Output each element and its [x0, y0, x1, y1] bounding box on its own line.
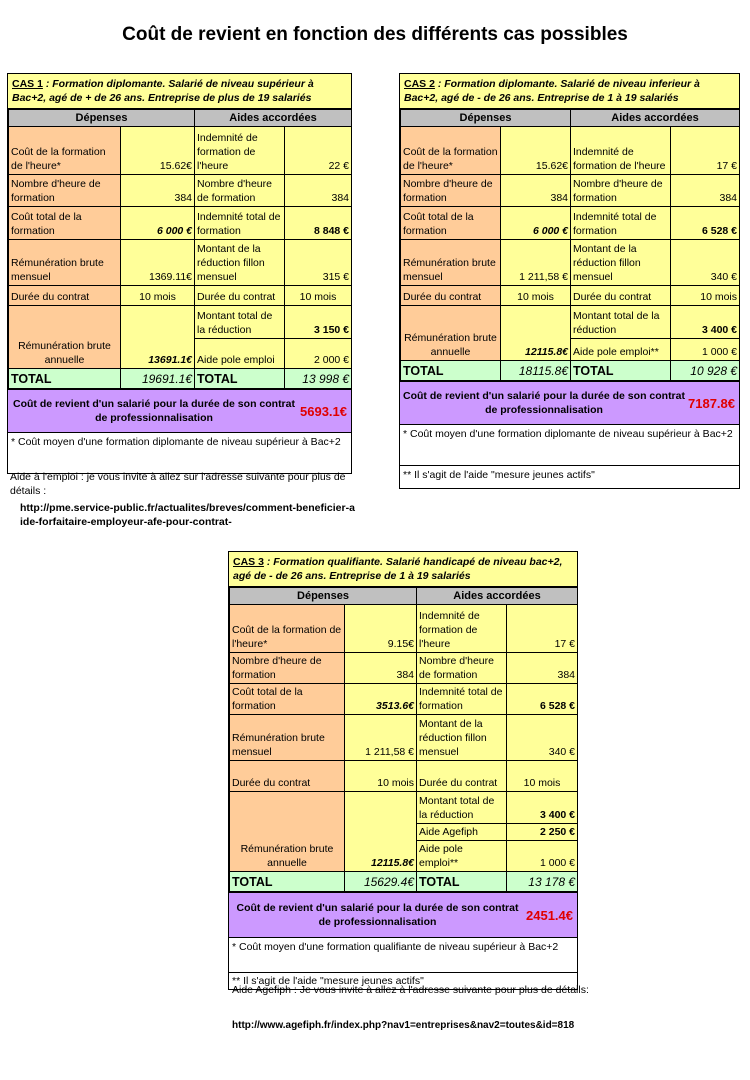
cas1-v4: 1369.11€: [121, 240, 195, 286]
aides-header: Aides accordées: [195, 110, 352, 127]
cas3-v5: 10 mois: [345, 761, 417, 792]
cas2-d6: Rémunération brute annuelle: [401, 306, 501, 361]
cas1-d4: Rémunération brute mensuel: [9, 240, 121, 286]
aide-emploi-text: Aide à l'emploi : je vous invite à allez sur l'adresse suivante pour plus de détails :: [10, 471, 346, 497]
cas1-w6: 3 150 €: [285, 306, 352, 339]
cas2-a7: Aide pole emploi**: [571, 339, 671, 361]
aide-agefiph-text: Aide Agefiph : Je vous invite à allez à l'adresse suivante pour plus de détails:: [232, 984, 589, 996]
cas3-a7: Aide Agefiph: [417, 824, 507, 841]
cas1-v3: 6 000 €: [121, 207, 195, 240]
cas3-w5: 10 mois: [507, 761, 578, 792]
cas2-a2: Nombre d'heure de formation: [571, 175, 671, 207]
cas2-v1: 15.62€: [501, 127, 571, 175]
cas1-cost-label: Coût de revient d'un salarié pour la durée de son contrat de professionnalisation: [13, 398, 295, 424]
cas3-a6: Montant total de la réduction: [417, 792, 507, 824]
cas1-a6: Montant total de la réduction: [195, 306, 285, 339]
cas2-table: [399, 73, 740, 489]
cas2-w2: 384: [671, 175, 740, 207]
cas3-total-label: TOTAL: [230, 872, 345, 892]
cas1-label: CAS 1: [12, 78, 43, 90]
cas3-d4: Rémunération brute mensuel: [230, 715, 345, 761]
aide-emploi-link[interactable]: http://pme.service-public.fr/actualites/breves/comment-beneficier-aide-forfaitaire-employeur-afe-pour-contrat-: [20, 502, 355, 528]
cas3-w3: 6 528 €: [507, 684, 578, 715]
cas3-d1: Coût de la formation de l'heure*: [230, 605, 345, 653]
cas1-note: * Coût moyen d'une formation diplomante de niveau supérieur à Bac+2: [8, 432, 351, 473]
cas2-w4: 340 €: [671, 240, 740, 286]
cas2-v5: 10 mois: [501, 286, 571, 306]
cas1-table: [7, 73, 352, 474]
cas3-desc: : Formation qualifiante. Salarié handicapé de niveau bac+2, agé de - de 26 ans. Entreprise de 1 à 19 salariés: [233, 556, 563, 582]
cas2-note2: ** Il s'agit de l'aide "mesure jeunes actifs": [400, 465, 739, 488]
cas1-a2: Nombre d'heure de formation: [195, 175, 285, 207]
cas2-w3: 6 528 €: [671, 207, 740, 240]
cas3-a3: Indemnité total de formation: [417, 684, 507, 715]
cas2-label: CAS 2: [404, 78, 435, 90]
cas1-cost-row: [8, 389, 351, 432]
cas2-a4: Montant de la réduction fillon mensuel: [571, 240, 671, 286]
cas1-header: [8, 74, 351, 109]
cas3-v3: 3513.6€: [345, 684, 417, 715]
cas2-header: [400, 74, 739, 109]
cas2-total-label: TOTAL: [401, 361, 501, 381]
cas1-a1: Indemnité de formation de l'heure: [195, 127, 285, 175]
cas3-d3: Coût total de la formation: [230, 684, 345, 715]
cas1-a5: Durée du contrat: [195, 286, 285, 306]
cas2-d4: Rémunération brute mensuel: [401, 240, 501, 286]
cas3-v4: 1 211,58 €: [345, 715, 417, 761]
cas2-v6: 12115.8€: [501, 306, 571, 361]
cas1-a7: Aide pole emploi: [195, 339, 285, 369]
cas2-w5: 10 mois: [671, 286, 740, 306]
cas2-w6: 3 400 €: [671, 306, 740, 339]
cas1-d5: Durée du contrat: [9, 286, 121, 306]
cas3-w4: 340 €: [507, 715, 578, 761]
cas1-d6: Rémunération brute annuelle: [9, 306, 121, 369]
cas3-a5: Durée du contrat: [417, 761, 507, 792]
cas3-v2: 384: [345, 653, 417, 684]
cas1-w5: 10 mois: [285, 286, 352, 306]
cas2-note: * Coût moyen d'une formation diplomante de niveau supérieur à Bac+2: [400, 424, 739, 465]
cas2-cost-value: 7187.8€: [688, 395, 735, 411]
cas1-v1: 15.62€: [121, 127, 195, 175]
cas3-w6: 3 400 €: [507, 792, 578, 824]
cas3-total-aid: 13 178 €: [507, 872, 578, 892]
cas1-v5: 10 mois: [121, 286, 195, 306]
cas3-d6: Rémunération brute annuelle: [230, 792, 345, 872]
cas2-total-label-aid: TOTAL: [571, 361, 671, 381]
cas2-v3: 6 000 €: [501, 207, 571, 240]
cas3-cost-row: [229, 892, 577, 937]
cas3-note2: ** Il s'agit de l'aide "mesure jeunes actifs": [229, 972, 577, 989]
cas3-note: * Coût moyen d'une formation qualifiante de niveau supérieur à Bac+2: [229, 937, 577, 972]
page-title: Coût de revient en fonction des différents cas possibles: [122, 24, 628, 45]
cas3-total-dep: 15629.4€: [345, 872, 417, 892]
cas1-desc: : Formation diplomante. Salarié de niveau supérieur à Bac+2, agé de + de 26 ans. Entreprise de plus de 19 salariés: [12, 78, 314, 104]
cas2-d3: Coût total de la formation: [401, 207, 501, 240]
cas3-d5: Durée du contrat: [230, 761, 345, 792]
cas2-d2: Nombre d'heure de formation: [401, 175, 501, 207]
depenses-header: Dépenses: [401, 110, 571, 127]
cas3-w2: 384: [507, 653, 578, 684]
cas1-d3: Coût total de la formation: [9, 207, 121, 240]
cas2-a1: Indemnité de formation de l'heure: [571, 127, 671, 175]
cas2-w7: 1 000 €: [671, 339, 740, 361]
cas3-w7: 2 250 €: [507, 824, 578, 841]
cas1-d2: Nombre d'heure de formation: [9, 175, 121, 207]
depenses-header: Dépenses: [230, 588, 417, 605]
cas3-v6: 12115.8€: [345, 792, 417, 872]
cas2-cost-row: [400, 381, 739, 424]
cas2-v2: 384: [501, 175, 571, 207]
cas1-v2: 384: [121, 175, 195, 207]
cas1-a4: Montant de la réduction fillon mensuel: [195, 240, 285, 286]
cas2-d5: Durée du contrat: [401, 286, 501, 306]
cas2-a5: Durée du contrat: [571, 286, 671, 306]
cas1-total-label: TOTAL: [9, 369, 121, 389]
cas1-w4: 315 €: [285, 240, 352, 286]
cas3-a2: Nombre d'heure de formation: [417, 653, 507, 684]
cas3-a4: Montant de la réduction fillon mensuel: [417, 715, 507, 761]
cas3-table: [228, 551, 578, 990]
cas1-w7: 2 000 €: [285, 339, 352, 369]
aides-header: Aides accordées: [571, 110, 740, 127]
aide-agefiph-block: [232, 983, 592, 997]
cas3-a1: Indemnité de formation de l'heure: [417, 605, 507, 653]
cas3-w8: 1 000 €: [507, 841, 578, 872]
cas2-w1: 17 €: [671, 127, 740, 175]
cas3-cost-value: 2451.4€: [526, 907, 573, 923]
cas1-d1: Coût de la formation de l'heure*: [9, 127, 121, 175]
cas1-cost-value: 5693.1€: [300, 403, 347, 419]
cas1-total-dep: 19691.1€: [121, 369, 195, 389]
cas1-w3: 8 848 €: [285, 207, 352, 240]
cas3-total-label-aid: TOTAL: [417, 872, 507, 892]
cas3-d2: Nombre d'heure de formation: [230, 653, 345, 684]
cas2-a3: Indemnité total de formation: [571, 207, 671, 240]
cas1-w1: 22 €: [285, 127, 352, 175]
cas3-label: CAS 3: [233, 556, 264, 568]
cas3-w1: 17 €: [507, 605, 578, 653]
depenses-header: Dépenses: [9, 110, 195, 127]
cas1-v6: 13691.1€: [121, 306, 195, 369]
aides-header: Aides accordées: [417, 588, 578, 605]
aide-emploi-block: [10, 470, 355, 529]
cas3-v1: 9.15€: [345, 605, 417, 653]
cas2-v4: 1 211,58 €: [501, 240, 571, 286]
cas2-cost-label: Coût de revient d'un salarié pour la durée de son contrat de professionnalisation: [403, 390, 685, 416]
cas3-header: [229, 552, 577, 587]
cas2-d1: Coût de la formation de l'heure*: [401, 127, 501, 175]
cas2-desc: : Formation diplomante. Salarié de niveau inferieur à Bac+2, agé de - de 26 ans. Entreprise de 1 à 19 salariés: [404, 78, 700, 104]
cas1-w2: 384: [285, 175, 352, 207]
cas2-a6: Montant total de la réduction: [571, 306, 671, 339]
cas2-total-aid: 10 928 €: [671, 361, 740, 381]
cas3-cost-label: Coût de revient d'un salarié pour la durée de son contrat de professionnalisation: [236, 902, 519, 928]
cas1-total-label-aid: TOTAL: [195, 369, 285, 389]
cas2-total-dep: 18115.8€: [501, 361, 571, 381]
cas1-total-aid: 13 998 €: [285, 369, 352, 389]
aide-agefiph-link[interactable]: http://www.agefiph.fr/index.php?nav1=entreprises&nav2=toutes&id=818: [232, 1020, 575, 1031]
cas1-a3: Indemnité total de formation: [195, 207, 285, 240]
cas3-a8: Aide pole emploi**: [417, 841, 507, 872]
